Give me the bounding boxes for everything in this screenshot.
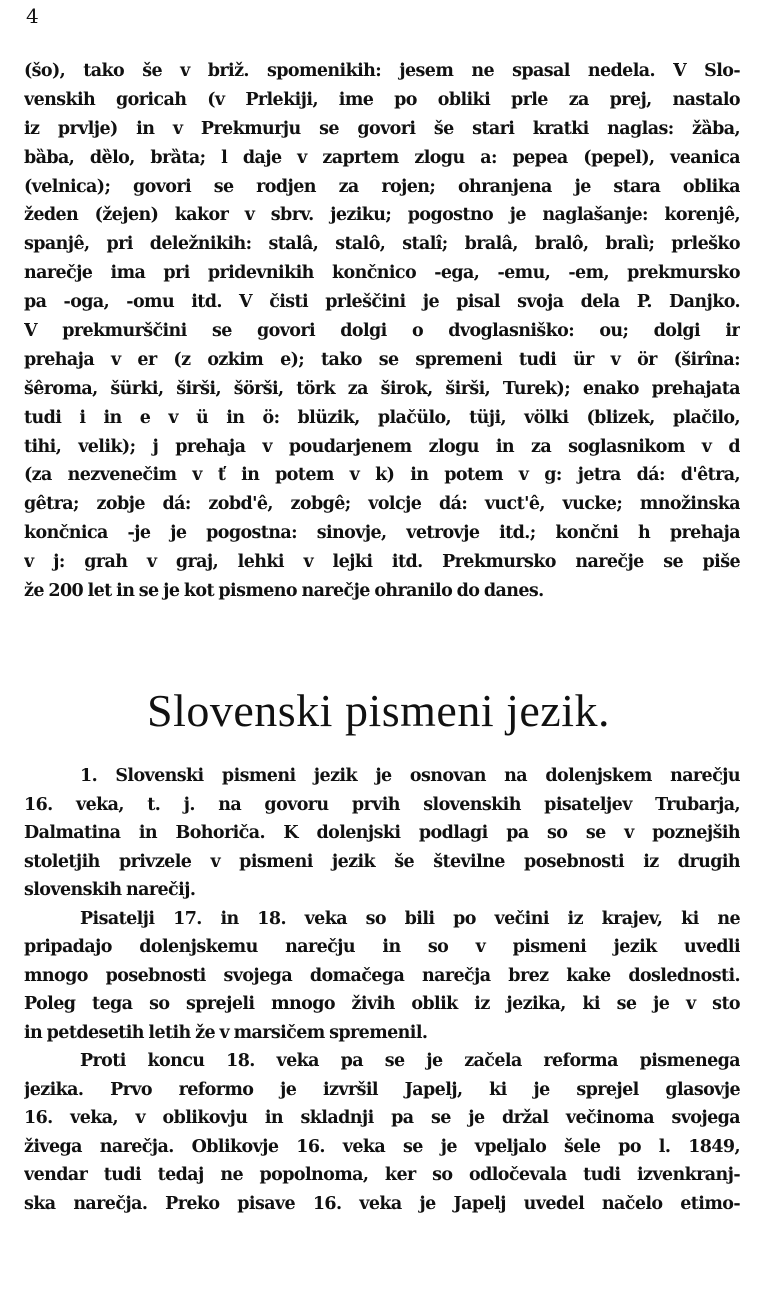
text-line: prehaja v er (z ozkim e); tako se spremeni tudi ür v ör (širîna: [24,349,740,370]
text-line: že 200 let in se je kot pismeno narečje ohranilo do danes. [24,581,544,602]
text-line: in petdesetih letih že v marsičem spremenil. [24,1022,428,1043]
text-line: (velnica); govori se rodjen za rojen; ohranjena je stara oblika [24,176,740,197]
text-line: tudi i in e v ü in ö: blüzik, plačülo, tüji, völki (blizek, plačilo, [24,407,740,428]
text-line: mnogo posebnosti svojega domačega narečja brez kake doslednosti. [24,965,740,986]
text-line: živega narečja. Oblikovje 16. veka se je vpeljalo šele po l. 1849, [24,1136,740,1157]
text-line: V prekmurščini se govori dolgi o dvoglasniško: ou; dolgi ir [24,321,740,342]
text-line: (šo), tako še v briž. spomenikih: jesem ne spasal nedela. V Slo- [24,61,740,81]
text-line: pa -oga, -omu itd. V čisti prleščini je pisal svoja dela P. Danjko. [24,292,740,313]
text-line: šêroma, šürki, širši, šörši, törk za širok, širši, Turek); enako prehajata [24,378,740,399]
text-line: pripadajo dolenjskemu narečju in so v pismeni jezik uvedli [24,937,740,957]
text-line: Proti koncu 18. veka pa se je začela reforma pismenega [80,1051,740,1071]
text-line: slovenskih narečij. [24,880,196,900]
section-paragraphs [24,762,740,1218]
text-line: 1. Slovenski pismeni jezik je osnovan na dolenjskem narečju [80,766,740,786]
text-line: iz prvlje) in v Prekmurju se govori še stari kratki naglas: žȁba, [24,118,740,139]
text-line: Dalmatina in Bohoriča. K dolenjski podlagi pa so se v poznejših [24,823,740,843]
text-line: končnica -je je pogostna: sinovje, vetrovje itd.; končni h prehaja [24,523,740,544]
section-heading: Slovenski pismeni jezik. [146,685,610,736]
text-line: tihi, velik); j prehaja v poudarjenem zlogu in za soglasnikom v ď [24,436,740,457]
text-line: bȁba, dȅlo, brȁta; l daje v zaprtem zlogu a: pepea (pepel), veanica [24,147,740,168]
page-number: 4 [26,4,39,28]
text-line: 16. veka, v oblikovju in skladnji pa se je držal večinoma svojega [24,1108,740,1128]
text-line: (za nezvenečim v ť in potem v k) in potem v g: jetra dá: d'êtra, [24,465,740,486]
text-line: spanjê, pri deležnikih: stalâ, stalô, stalî; bralâ, bralô, bralì; prleško [24,234,740,255]
top-paragraph [24,57,740,606]
text-line: žeden (žejen) kakor v sbrv. jeziku; pogostno je naglašanje: korenjê, [24,205,740,226]
text-line: stoletjih privzele v pismeni jezik še številne posebnosti iz drugih [24,851,740,872]
text-line: gêtra; zobje dá: zobd'ê, zobgê; volcje dá: vuct'ê, vucke; množinska [24,494,740,515]
text-line: v j: grah v graj, lehki v lejki itd. Prekmursko narečje se piše [24,552,740,573]
text-line: 16. veka, t. j. na govoru prvih slovenskih pisateljev Trubarja, [24,794,740,815]
text-line: Poleg tega so sprejeli mnogo živih oblik iz jezika, ki se je v sto [24,994,740,1014]
text-line: venskih goricah (v Prlekiji, ime po obliki prle za prej, nastalo [24,89,740,110]
text-line: narečje ima pri pridevnikih končnico -ega, -emu, -em, prekmursko [24,263,740,284]
text-line: ska narečja. Preko pisave 16. veka je Japelj uvedel načelo etimo- [24,1193,740,1214]
text-line: jezika. Prvo reformo je izvršil Japelj, ki je sprejel glasovje [24,1079,740,1100]
text-line: Pisatelji 17. in 18. veka so bili po večini iz krajev, ki ne [80,908,740,929]
text-line: vendar tudi tedaj ne popolnoma, ker so odločevala tudi izvenkranj- [24,1165,740,1185]
